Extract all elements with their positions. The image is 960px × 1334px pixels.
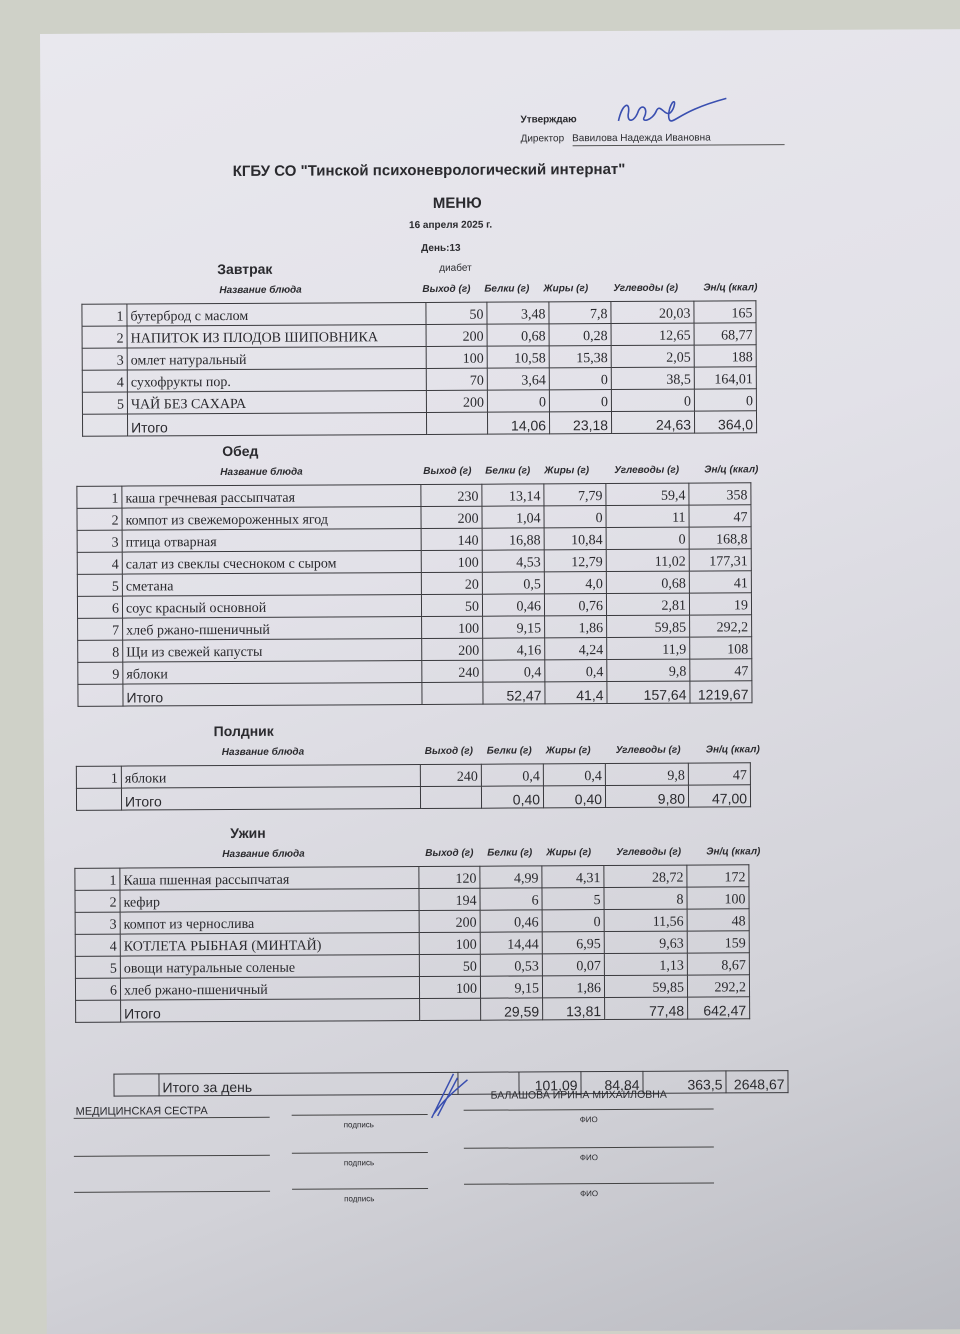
row-number: 4 <box>75 934 120 956</box>
row-number: 1 <box>75 868 120 890</box>
dish-protein: 4,53 <box>482 550 544 572</box>
dish-protein: 0,46 <box>480 910 542 932</box>
dish-carbs: 2,81 <box>606 593 689 615</box>
dish-fat: 0 <box>542 910 604 932</box>
dish-kcal: 100 <box>687 887 749 909</box>
dish-output: 200 <box>426 390 487 412</box>
dish-kcal: 188 <box>694 345 756 367</box>
row-number <box>78 684 123 706</box>
menu-date: 16 апреля 2025 г. <box>408 219 493 232</box>
dish-name: птица отварная <box>122 529 421 553</box>
total-protein: 52,47 <box>483 682 545 704</box>
dish-kcal: 0 <box>694 389 756 411</box>
position-line <box>74 1191 270 1193</box>
dish-protein: 0,68 <box>487 324 549 346</box>
director-line <box>521 132 785 146</box>
menu-table-dinner <box>74 864 750 1023</box>
dish-protein: 0 <box>487 390 549 412</box>
total-output <box>420 786 481 808</box>
total-fat: 41,4 <box>545 682 607 704</box>
dish-output: 200 <box>419 910 480 932</box>
signature-line <box>292 1188 428 1190</box>
dish-carbs: 12,65 <box>611 323 694 345</box>
dish-output: 100 <box>419 932 480 954</box>
row-number: 5 <box>77 574 122 596</box>
dish-protein: 4,16 <box>483 638 545 660</box>
dish-carbs: 38,5 <box>611 367 694 389</box>
total-fat: 13,81 <box>543 998 605 1020</box>
dish-name: каша гречневая рассыпчатая <box>122 485 421 509</box>
day-total-protein: 101,09 <box>519 1072 581 1094</box>
dish-protein: 9,15 <box>480 976 542 998</box>
dish-name: яблоки <box>123 661 422 685</box>
signature-line <box>292 1114 428 1116</box>
col-fat-header: Жиры (г) <box>544 465 590 477</box>
dish-output: 140 <box>421 528 482 550</box>
dish-carbs: 11,02 <box>606 549 689 571</box>
dish-output: 70 <box>426 368 487 390</box>
director-label: Директор <box>520 133 565 145</box>
dish-kcal: 159 <box>687 931 749 953</box>
dish-output: 200 <box>422 638 483 660</box>
organization-name: КГБУ СО "Тинской психоневрологический интернат" <box>232 160 626 180</box>
total-label: Итого <box>121 999 420 1023</box>
dish-output: 50 <box>419 954 480 976</box>
dish-output: 100 <box>426 346 487 368</box>
dish-carbs: 11 <box>606 505 689 527</box>
dish-kcal: 19 <box>689 593 751 615</box>
dish-output: 194 <box>419 888 480 910</box>
row-number: 8 <box>78 640 123 662</box>
dish-protein: 6 <box>480 888 542 910</box>
col-protein-header: Белки (г) <box>484 283 530 295</box>
dish-name: овощи натуральные соленые <box>120 955 419 979</box>
total-output <box>426 412 487 434</box>
row-number: 2 <box>77 508 122 530</box>
page-title: МЕНЮ <box>432 194 482 212</box>
dish-output: 200 <box>426 324 487 346</box>
dish-carbs: 11,9 <box>607 637 690 659</box>
total-protein: 29,59 <box>481 998 543 1020</box>
col-fat-header: Жиры (г) <box>545 745 591 757</box>
fio-caption: ФИО <box>579 1115 598 1125</box>
fio-line <box>464 1182 714 1184</box>
row-number: 5 <box>82 392 127 414</box>
dish-protein: 4,99 <box>480 866 542 888</box>
dish-carbs: 8 <box>604 887 687 909</box>
col-carbs-header: Углеводы (г) <box>614 464 680 476</box>
dish-name: компот из чернослива <box>120 911 419 935</box>
dish-fat: 0,4 <box>543 764 605 786</box>
dish-name: яблоки <box>121 765 420 789</box>
day-total-kcal: 2648,67 <box>726 1071 788 1093</box>
dish-protein: 0,5 <box>482 572 544 594</box>
dish-carbs: 1,13 <box>604 953 687 975</box>
row-number: 3 <box>75 912 120 934</box>
dish-output: 200 <box>421 506 482 528</box>
dish-fat: 7,8 <box>549 302 611 324</box>
col-name-header: Название блюда <box>221 746 305 759</box>
dish-output: 100 <box>422 616 483 638</box>
dish-protein: 9,15 <box>483 616 545 638</box>
signature-caption: подпись <box>343 1158 375 1168</box>
menu-table-breakfast <box>81 300 757 437</box>
row-number: 7 <box>78 618 123 640</box>
signature-caption: подпись <box>343 1120 374 1130</box>
day-total-carbs: 363,5 <box>643 1071 726 1093</box>
col-fat-header: Жиры (г) <box>546 847 592 859</box>
dish-kcal: 292,2 <box>687 975 749 997</box>
col-name-header: Название блюда <box>222 848 305 861</box>
total-kcal: 364,0 <box>694 411 756 433</box>
col-output-header: Выход (г) <box>424 745 473 757</box>
dish-name: Щи из свежей капусты <box>123 639 422 663</box>
dish-protein: 16,88 <box>482 528 544 550</box>
dish-kcal: 47 <box>689 505 751 527</box>
position-line <box>74 1155 270 1157</box>
dish-output: 100 <box>421 550 482 572</box>
section-title-snack: Полдник <box>213 722 274 740</box>
dish-kcal: 165 <box>694 301 756 323</box>
dish-output: 240 <box>422 660 483 682</box>
total-row <box>76 997 750 1023</box>
dish-name: хлеб ржано-пшеничный <box>120 977 419 1001</box>
dish-output: 230 <box>421 484 482 506</box>
dish-fat: 4,31 <box>542 866 604 888</box>
dish-protein: 0,4 <box>481 764 543 786</box>
section-title-lunch: Обед <box>222 442 259 460</box>
dish-kcal: 358 <box>689 483 751 505</box>
dish-protein: 3,64 <box>487 368 549 390</box>
col-output-header: Выход (г) <box>423 465 472 477</box>
dish-kcal: 177,31 <box>689 549 751 571</box>
row-number: 3 <box>77 530 122 552</box>
signature-caption: подпись <box>344 1194 375 1204</box>
row-number: 3 <box>82 348 127 370</box>
dish-kcal: 68,77 <box>694 323 756 345</box>
nurse-signature <box>423 1070 473 1120</box>
dish-output: 120 <box>419 866 480 888</box>
dish-carbs: 2,05 <box>611 345 694 367</box>
dish-name: хлеб ржано-пшеничный <box>123 617 422 641</box>
total-fat: 0,40 <box>543 786 605 808</box>
dish-name: КОТЛЕТА РЫБНАЯ (МИНТАЙ) <box>120 933 419 957</box>
dish-output: 100 <box>419 976 480 998</box>
row-number: 1 <box>82 304 127 326</box>
col-carbs-header: Углеводы (г) <box>615 744 681 756</box>
dish-protein: 14,44 <box>480 932 542 954</box>
row-number: 1 <box>77 486 122 508</box>
director-name: Вавилова Надежда Ивановна <box>572 132 784 146</box>
position-line <box>74 1117 270 1119</box>
dish-carbs: 59,85 <box>607 615 690 637</box>
row-number: 1 <box>76 766 121 788</box>
total-protein: 14,06 <box>487 412 549 434</box>
total-carbs: 157,64 <box>607 681 690 703</box>
row-number: 4 <box>82 370 127 392</box>
dish-fat: 12,79 <box>544 550 606 572</box>
dish-output: 20 <box>421 572 482 594</box>
row-number: 2 <box>75 890 120 912</box>
menu-day: День:13 <box>421 242 461 255</box>
dish-fat: 7,79 <box>544 484 606 506</box>
fio-caption: ФИО <box>580 1189 599 1199</box>
dish-carbs: 11,56 <box>604 909 687 931</box>
dish-fat: 4,24 <box>545 638 607 660</box>
dish-kcal: 168,8 <box>689 527 751 549</box>
dish-fat: 0,28 <box>549 324 611 346</box>
total-carbs: 24,63 <box>611 411 694 433</box>
dish-fat: 15,38 <box>549 346 611 368</box>
total-label: Итого <box>123 683 422 707</box>
total-output <box>420 998 481 1020</box>
row-number <box>82 414 127 436</box>
dish-kcal: 47 <box>690 659 752 681</box>
dish-protein: 0,4 <box>483 660 545 682</box>
dish-name: компот из свежемороженных ягод <box>122 507 421 531</box>
total-row <box>82 411 756 437</box>
dish-carbs: 9,8 <box>605 763 688 785</box>
dish-fat: 0 <box>549 390 611 412</box>
menu-document <box>40 29 960 1334</box>
col-kcal-header: Эн/ц (ккал) <box>705 744 760 756</box>
total-label: Итого <box>121 787 420 811</box>
col-kcal-header: Эн/ц (ккал) <box>706 846 761 858</box>
total-row <box>78 681 752 707</box>
row-number: 5 <box>75 956 120 978</box>
col-name-header: Название блюда <box>219 284 302 297</box>
dish-kcal: 8,67 <box>687 953 749 975</box>
dish-kcal: 48 <box>687 909 749 931</box>
col-protein-header: Белки (г) <box>486 745 532 757</box>
row-number: 4 <box>77 552 122 574</box>
dish-name: кефир <box>120 889 419 913</box>
dish-protein: 13,14 <box>482 484 544 506</box>
dish-carbs: 0 <box>606 527 689 549</box>
menu-table-snack <box>76 762 751 811</box>
total-fat: 23,18 <box>549 412 611 434</box>
dish-kcal: 164,01 <box>694 367 756 389</box>
dish-name: ЧАЙ БЕЗ САХАРА <box>127 390 426 414</box>
section-title-breakfast: Завтрак <box>217 260 273 278</box>
dish-name: сухофрукты пор. <box>127 368 426 392</box>
dish-name: соус красный основной <box>122 595 421 619</box>
dish-kcal: 292,2 <box>690 615 752 637</box>
dish-kcal: 172 <box>687 865 749 887</box>
dish-carbs: 0,68 <box>606 571 689 593</box>
dish-kcal: 41 <box>689 571 751 593</box>
nurse-position: МЕДИЦИНСКАЯ СЕСТРА <box>75 1105 208 1118</box>
col-protein-header: Белки (г) <box>485 465 531 477</box>
total-label: Итого <box>127 412 426 436</box>
row-number: 9 <box>78 662 123 684</box>
dish-protein: 3,48 <box>487 302 549 324</box>
dish-name: Каша пшенная рассыпчатая <box>120 867 419 891</box>
dish-fat: 0,76 <box>544 594 606 616</box>
dish-carbs: 28,72 <box>604 865 687 887</box>
dish-output: 50 <box>426 302 487 324</box>
dish-fat: 1,86 <box>545 616 607 638</box>
dish-carbs: 0 <box>611 389 694 411</box>
dish-output: 240 <box>420 764 481 786</box>
fio-caption: ФИО <box>579 1153 598 1163</box>
dish-protein: 0,46 <box>482 594 544 616</box>
total-carbs: 77,48 <box>605 997 688 1019</box>
row-number <box>76 1000 121 1022</box>
day-total-fat: 84,84 <box>581 1071 643 1093</box>
dish-fat: 6,95 <box>542 932 604 954</box>
dish-kcal: 47 <box>688 763 750 785</box>
dish-kcal: 108 <box>690 637 752 659</box>
total-row <box>76 785 750 811</box>
row-number <box>76 788 121 810</box>
dish-fat: 10,84 <box>544 528 606 550</box>
day-total-label: Итого за день <box>159 1072 458 1096</box>
col-name-header: Название блюда <box>220 466 303 479</box>
dish-carbs: 59,85 <box>604 975 687 997</box>
signature-line <box>292 1152 428 1154</box>
dish-protein: 10,58 <box>487 346 549 368</box>
total-protein: 0,40 <box>481 786 543 808</box>
dish-name: сметана <box>122 573 421 597</box>
dish-name: бутерброд с маслом <box>127 302 426 326</box>
director-signature <box>608 92 728 131</box>
fio-line <box>464 1108 714 1110</box>
dish-carbs: 20,03 <box>611 301 694 323</box>
dish-protein: 0,53 <box>480 954 542 976</box>
total-kcal: 642,47 <box>688 997 750 1019</box>
col-kcal-header: Эн/ц (ккал) <box>704 464 759 476</box>
nurse-name: БАЛАШОВА ИРИНА МИХАЙЛОВНА <box>490 1088 667 1102</box>
col-output-header: Выход (г) <box>425 847 474 859</box>
col-protein-header: Белки (г) <box>487 847 533 859</box>
dish-carbs: 9,63 <box>604 931 687 953</box>
dish-fat: 1,86 <box>542 976 604 998</box>
dish-carbs: 59,4 <box>606 483 689 505</box>
section-title-dinner: Ужин <box>230 824 266 842</box>
dish-fat: 0 <box>544 506 606 528</box>
dish-fat: 4,0 <box>544 572 606 594</box>
col-carbs-header: Углеводы (г) <box>613 282 679 295</box>
row-number: 6 <box>77 596 122 618</box>
dish-name: НАПИТОК ИЗ ПЛОДОВ ШИПОВНИКА <box>127 324 426 348</box>
row-number: 6 <box>75 978 120 1000</box>
dish-fat: 0 <box>549 368 611 390</box>
total-carbs: 9,80 <box>605 785 688 807</box>
dish-name: салат из свеклы счесноком с сыром <box>122 551 421 575</box>
menu-table-lunch <box>76 482 752 707</box>
col-kcal-header: Эн/ц (ккал) <box>703 282 758 294</box>
col-carbs-header: Углеводы (г) <box>616 846 682 858</box>
col-output-header: Выход (г) <box>422 283 471 296</box>
dish-carbs: 9,8 <box>607 659 690 681</box>
total-kcal: 47,00 <box>688 785 750 807</box>
total-output <box>422 682 483 704</box>
total-kcal: 1219,67 <box>690 681 752 703</box>
dish-protein: 1,04 <box>482 506 544 528</box>
dish-fat: 0,4 <box>545 660 607 682</box>
dish-fat: 5 <box>542 888 604 910</box>
dish-output: 50 <box>421 594 482 616</box>
col-fat-header: Жиры (г) <box>543 283 589 295</box>
dish-fat: 0,07 <box>542 954 604 976</box>
diet-type: диабет <box>439 262 472 274</box>
dish-name: омлет натуральный <box>127 346 426 370</box>
approve-label: Утверждаю <box>520 114 577 126</box>
row-number: 2 <box>82 326 127 348</box>
fio-line <box>464 1146 714 1148</box>
